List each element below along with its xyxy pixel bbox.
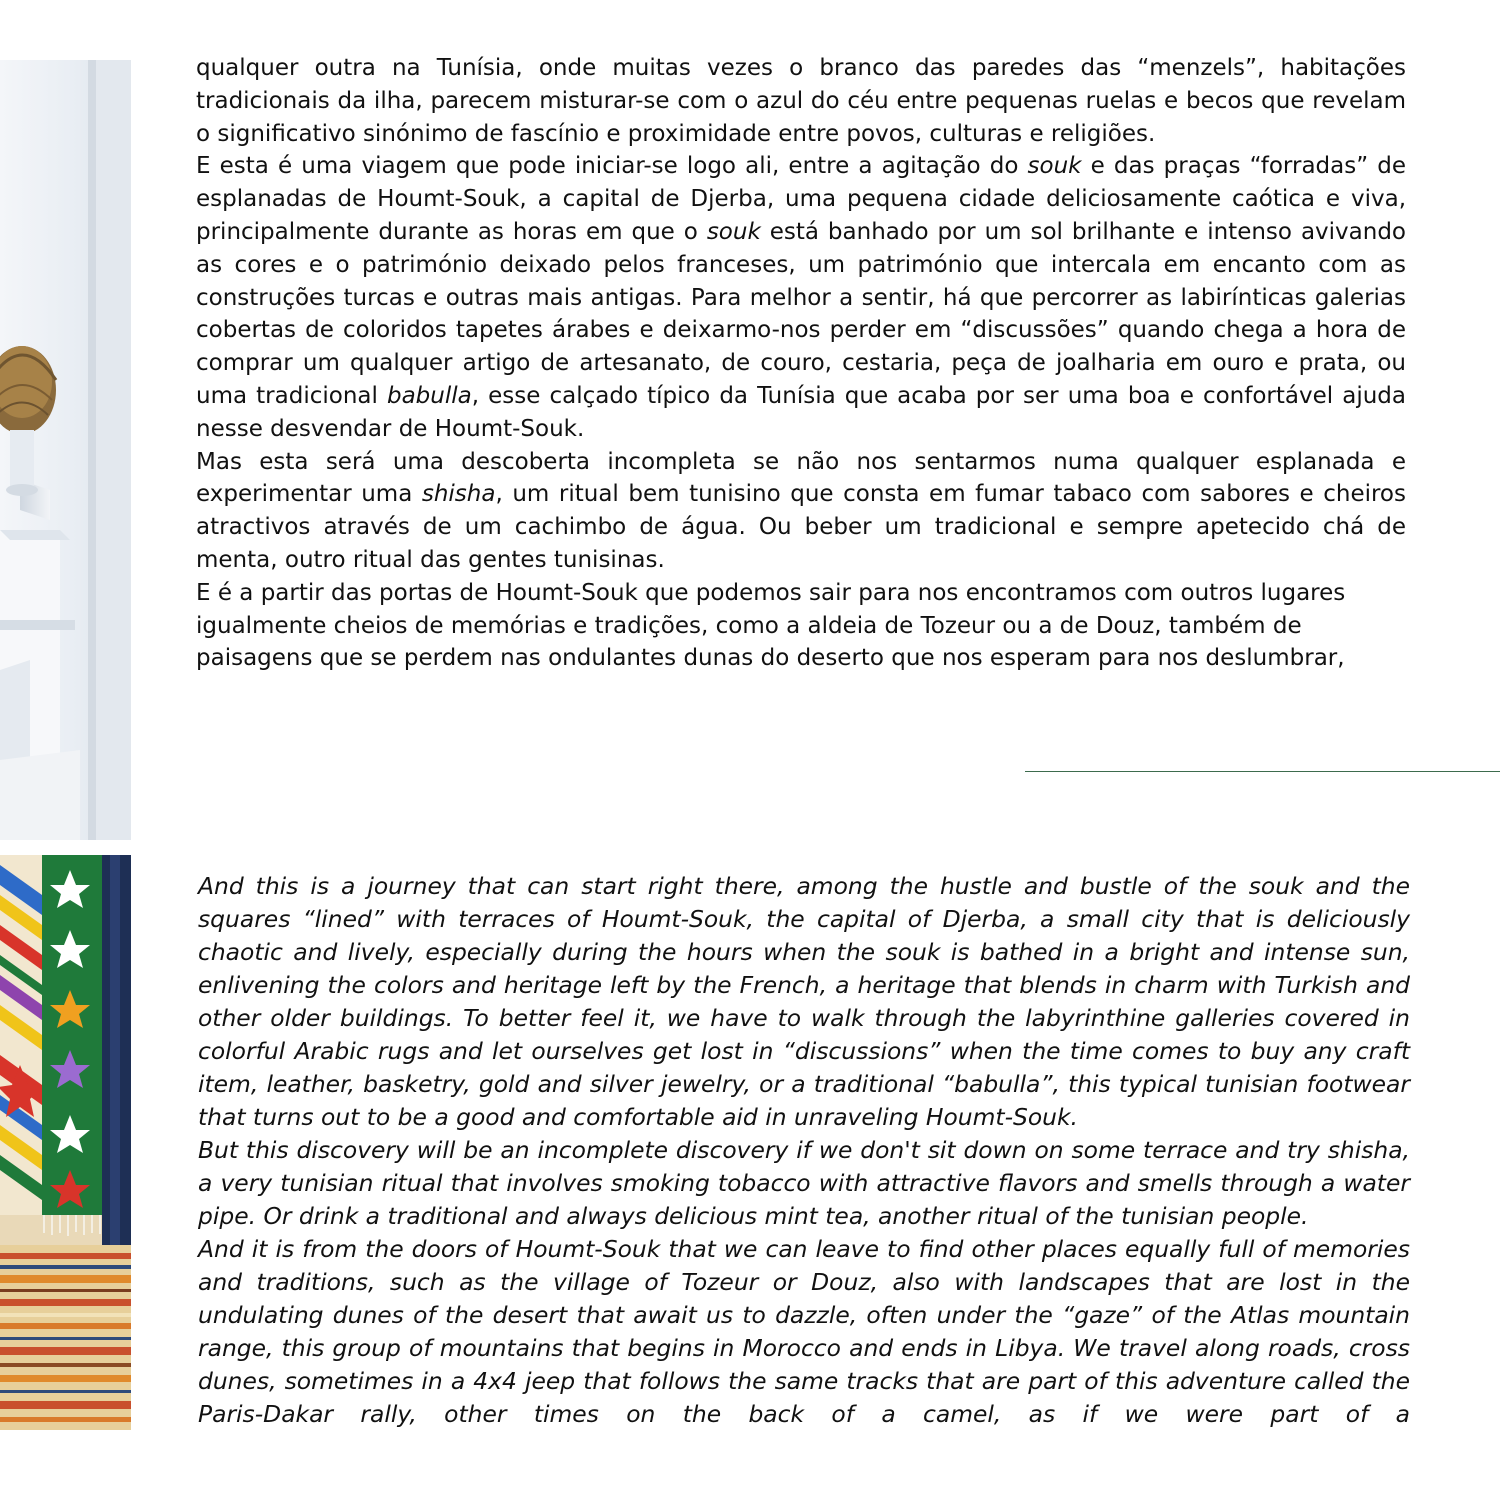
pt-paragraph-2 <box>196 150 1406 445</box>
pt-paragraph-1: qualquer outra na Tunísia, onde muitas vezes o branco das paredes das “menzels”, habitações tradicionais da ilha, parecem misturar-se com o azul do céu entre pequenas ruelas e becos que revelam o significativo sinónimo de fascínio e proximidade entre povos, culturas e religiões. <box>196 55 1406 147</box>
pt-paragraph-3 <box>196 446 1406 577</box>
pt-p2-text-c: e das praças “forradas” de esplanadas de Houmt-Souk, a capital de Djerba, uma pequena cidade deliciosamente caótica e viva, principalmente durante as horas em que o <box>196 153 1406 245</box>
en-paragraph-2: But this discovery will be an incomplete discovery if we don't sit down on some terrace and try shisha, a very tunisian ritual that involves smoking tobacco with attractive flavors and smells through a water pipe. Or drink a traditional and always delicious mint tea, another ritual of the tunisian people. <box>198 1136 1410 1230</box>
photo-whitewashed-wall <box>0 60 131 840</box>
portuguese-text <box>196 52 1406 675</box>
pt-p3-shisha: shisha <box>421 481 496 508</box>
photo-tunisian-rug <box>0 855 131 1430</box>
pt-p2-text-g: , esse calçado típico da Tunísia que acaba por ser uma boa e confortável ajuda nesse desvendar de Houmt-Souk. <box>196 382 1406 442</box>
pt-p2-babulla: babulla <box>386 382 472 409</box>
pt-p3-text-c: , um ritual bem tunisino que consta em fumar tabaco com sabores e cheiros atractivos através de um cachimbo de água. Ou beber um tradicional e sempre apetecido chá de menta, outro ritual das gentes tunisinas. <box>196 481 1406 573</box>
pt-p2-souk-1: souk <box>1027 153 1082 180</box>
en-paragraph-1: And this is a journey that can start right there, among the hustle and bustle of the souk and the squares “lined” with terraces of Houmt-Souk, the capital of Djerba, a small city that is deliciously chaotic and lively, especially during the hours when the souk is bathed in a bright and intense sun, enlivening the colors and heritage left by the French, a heritage that blends in charm with Turkish and other older buildings. To better feel it, we have to walk through the labyrinthine galleries covered in colorful Arabic rugs and let ourselves get lost in “discussions” when the time comes to buy any craft item, leather, basketry, gold and silver jewelry, or a traditional “babulla”, this typical tunisian footwear that turns out to be a good and comfortable aid in unraveling Houmt-Souk. <box>198 872 1410 1131</box>
en-paragraph-3: And it is from the doors of Houmt-Souk that we can leave to find other places equally full of memories and traditions, such as the village of Tozeur or Douz, also with landscapes that are lost in the undulating dunes of the desert that await us to dazzle, often under the “gaze” of the Atlas mountain range, this group of mountains that begins in Morocco and ends in Libya. We travel along roads, cross dunes, sometimes in a 4x4 jeep that follows the same tracks that are part of this adventure called the Paris-Dakar rally, other times on the back of a camel, as if we were part of a <box>198 1235 1410 1428</box>
section-divider-rule <box>1025 771 1500 772</box>
whitewashed-wall-illustration <box>0 60 131 840</box>
english-text <box>198 870 1410 1431</box>
pt-paragraph-4: E é a partir das portas de Houmt-Souk que podemos sair para nos encontramos com outros lugares igualmente cheios de memórias e tradições, como a aldeia de Tozeur ou a de Douz, também de paisagens que se perdem nas ondulantes dunas do deserto que nos esperam para nos deslumbrar, <box>196 579 1346 672</box>
pt-p2-text-e: está banhado por um sol brilhante e intenso avivando as cores e o património deixado pelos franceses, um património que intercala em encanto com as construções turcas e outras mais antigas. Para melhor a sentir, há que percorrer as labirínticas galerias cobertas de coloridos tapetes árabes e deixarmo-nos perder em “discussões” quando chega a hora de comprar um qualquer artigo de artesanato, de couro, cestaria, peça de joalharia em ouro e prata, ou uma tradicional <box>196 218 1406 409</box>
tunisian-rug-illustration <box>0 855 131 1430</box>
pt-p3-text-a: Mas esta será uma descoberta incompleta se não nos sentarmos numa qualquer esplanada e experimentar uma <box>196 448 1406 508</box>
pt-p2-text-a: E esta é uma viagem que pode iniciar-se logo ali, entre a agitação do <box>196 153 1028 180</box>
pt-p2-souk-2: souk <box>706 218 761 245</box>
